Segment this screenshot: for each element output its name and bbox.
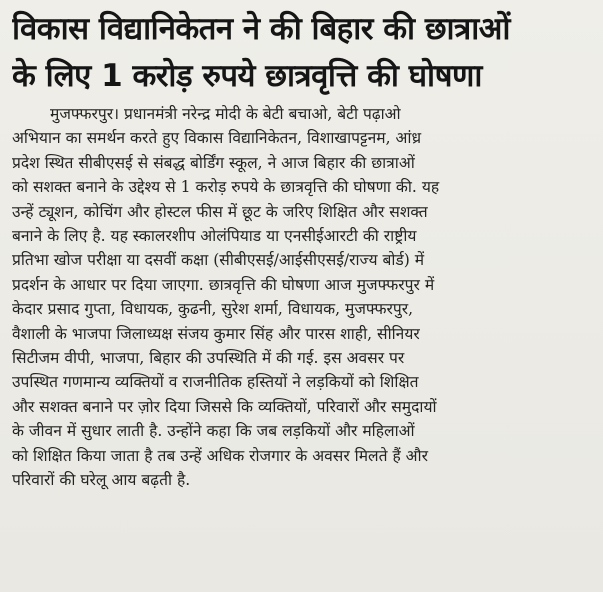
body-line: सिटीजम वीपी, भाजपा, बिहार की उपस्थिति में की गई. इस अवसर पर (12, 349, 405, 368)
body-line: परिवारों की घरेलू आय बढ़ती है. (12, 471, 191, 490)
body-line: मुजफ्फरपुर। प्रधानमंत्री नरेन्द्र मोदी के बेटी बचाओ, बेटी पढ़ाओ (50, 105, 401, 123)
body-line: उपस्थित गणमान्य व्यक्तियों व राजनीतिक हस्तियों ने लड़कियों को शिक्षित (12, 373, 419, 392)
body-line: को सशक्त बनाने के उद्देश्य से 1 करोड़ रुपये के छात्रवृत्ति की घोषणा की. यह (12, 178, 440, 197)
body-line: प्रतिभा खोज परीक्षा या दसवीं कक्षा (सीबीएसई/आईसीएसई/राज्य बोर्ड) में (12, 251, 425, 270)
body-line: केदार प्रसाद गुप्ता, विधायक, कुढनी, सुरेश शर्मा, विधायक, मुजफ्फरपुर, (12, 300, 414, 319)
body-line: के जीवन में सुधार लाती है. उन्होंने कहा कि जब लड़कियों और महिलाओं (12, 422, 415, 441)
article-headline (12, 6, 593, 100)
body-line: अभियान का समर्थन करते हुए विकास विद्यानिकेतन, विशाखापट्टनम, आंध्र (12, 129, 422, 148)
body-line: बनाने के लिए है. यह स्कालरशीप ओलंपियाड या एनसीईआरटी की राष्ट्रीय (12, 227, 417, 246)
body-line: प्रदर्शन के आधार पर दिया जाएगा. छात्रवृत्ति की घोषणा आज मुजफ्फरपुर में (12, 275, 435, 294)
body-line: उन्हें ट्यूशन, कोचिंग और होस्टल फीस में छूट के जरिए शिक्षित और सशक्त (12, 202, 428, 221)
body-line: और सशक्त बनाने पर ज़ोर दिया जिससे कि व्यक्तियों, परिवारों और समुदायों (12, 397, 437, 416)
article-body (12, 102, 593, 493)
body-line: वैशाली के भाजपा जिलाध्यक्ष संजय कुमार सिंह और पारस शाही, सीनियर (12, 324, 420, 343)
body-line: को शिक्षित किया जाता है तब उन्हें अधिक रोजगार के अवसर मिलते हैं और (12, 446, 429, 465)
body-line: प्रदेश स्थित सीबीएसई से संबद्ध बोर्डिंग स्कूल, ने आज बिहार की छात्राओं (12, 153, 415, 172)
headline-line-1: विकास विद्यानिकेतन ने की बिहार की छात्राओं (12, 11, 510, 47)
headline-line-2: के लिए 1 करोड़ रुपये छात्रवृत्ति की घोषणा (12, 58, 482, 94)
